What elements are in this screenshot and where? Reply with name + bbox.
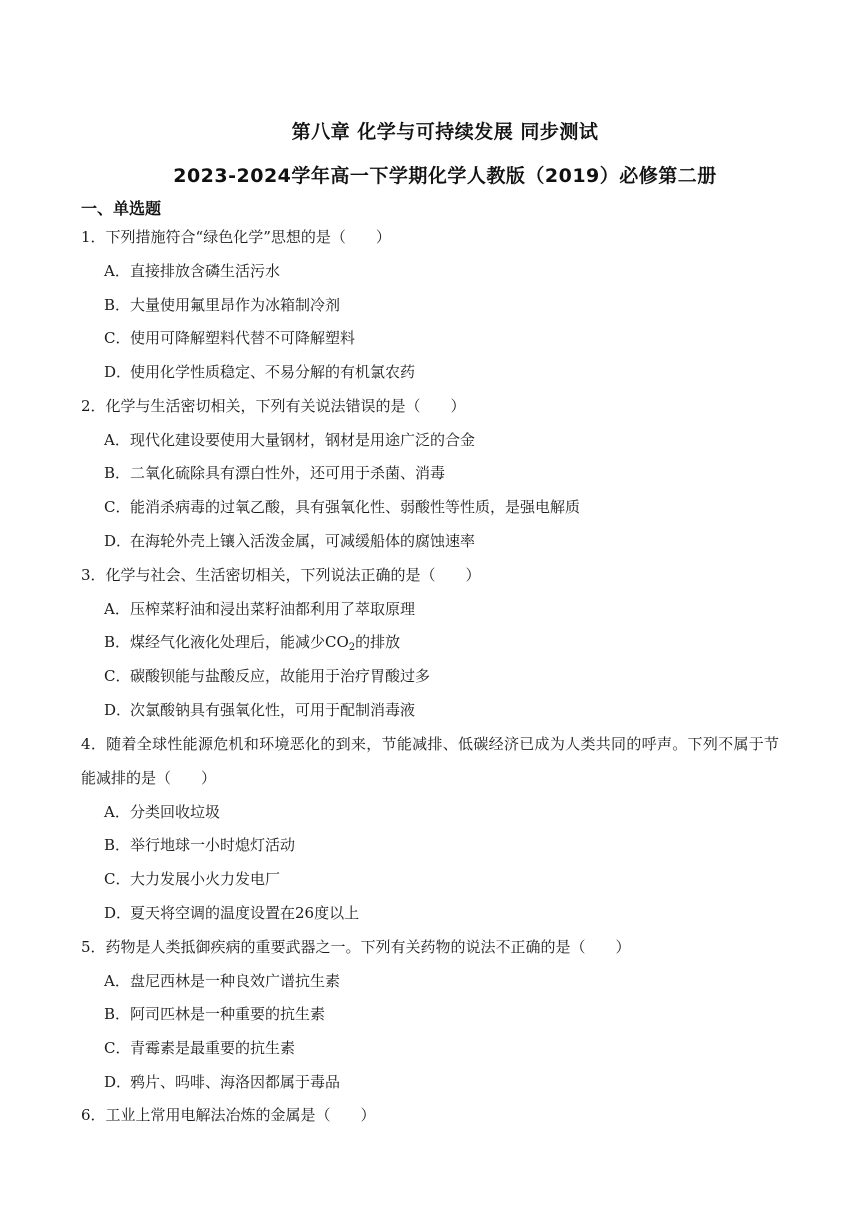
chemical-formula: $CO_2$ [325,633,356,653]
answer-option: A．压榨菜籽油和浸出菜籽油都利用了萃取原理 [104,600,416,618]
answer-option: C．使用可降解塑料代替不可降解塑料 [104,329,356,347]
answer-option: C．能消杀病毒的过氧乙酸，具有强氧化性、弱酸性等性质，是强电解质 [104,498,581,516]
question-stem: 2．化学与生活密切相关，下列有关说法错误的是（ ） [81,397,466,415]
question-stem-continued: 能减排的是（ ） [81,769,217,787]
answer-option: C．大力发展小火力发电厂 [104,870,281,888]
answer-option: B．二氧化硫除具有漂白性外，还可用于杀菌、消毒 [104,464,446,482]
answer-option: D．次氯酸钠具有强氧化性，可用于配制消毒液 [104,701,416,719]
answer-option: B．举行地球一小时熄灯活动 [104,836,296,854]
page-subtitle: 2023-2024学年高一下学期化学人教版（2019）必修第二册 [173,165,717,187]
answer-option: A．盘尼西林是一种良效广谱抗生素 [104,972,341,990]
answer-option: B．煤经气化液化处理后，能减少$CO_2$的排放 [104,633,401,653]
section-heading: 一、单选题 [81,199,162,218]
answer-option: D．鸦片、吗啡、海洛因都属于毒品 [104,1073,341,1091]
answer-option: D．夏天将空调的温度设置在26度以上 [104,904,360,922]
answer-option: A．直接排放含磷生活污水 [104,262,281,280]
answer-option: C．碳酸钡能与盐酸反应，故能用于治疗胃酸过多 [104,667,431,685]
answer-option: C．青霉素是最重要的抗生素 [104,1039,296,1057]
answer-option: A．分类回收垃圾 [104,803,221,821]
answer-option: D．在海轮外壳上镶入活泼金属，可减缓船体的腐蚀速率 [104,532,476,550]
question-stem: 1．下列措施符合“绿色化学”思想的是（ ） [81,228,391,246]
answer-option: D．使用化学性质稳定、不易分解的有机氯农药 [104,363,416,381]
question-stem: 5．药物是人类抵御疾病的重要武器之一。下列有关药物的说法不正确的是（ ） [81,938,631,956]
answer-option: B．阿司匹林是一种重要的抗生素 [104,1005,326,1023]
question-stem: 4．随着全球性能源危机和环境恶化的到来，节能减排、低碳经济已成为人类共同的呼声。下列不属于节 [81,735,780,753]
question-stem: 3．化学与社会、生活密切相关，下列说法正确的是（ ） [81,566,481,584]
answer-option: B．大量使用氟里昂作为冰箱制冷剂 [104,296,341,314]
answer-option: A．现代化建设要使用大量钢材，钢材是用途广泛的合金 [104,431,476,449]
question-stem: 6．工业上常用电解法冶炼的金属是（ ） [81,1106,376,1124]
page-title: 第八章 化学与可持续发展 同步测试 [291,121,599,143]
